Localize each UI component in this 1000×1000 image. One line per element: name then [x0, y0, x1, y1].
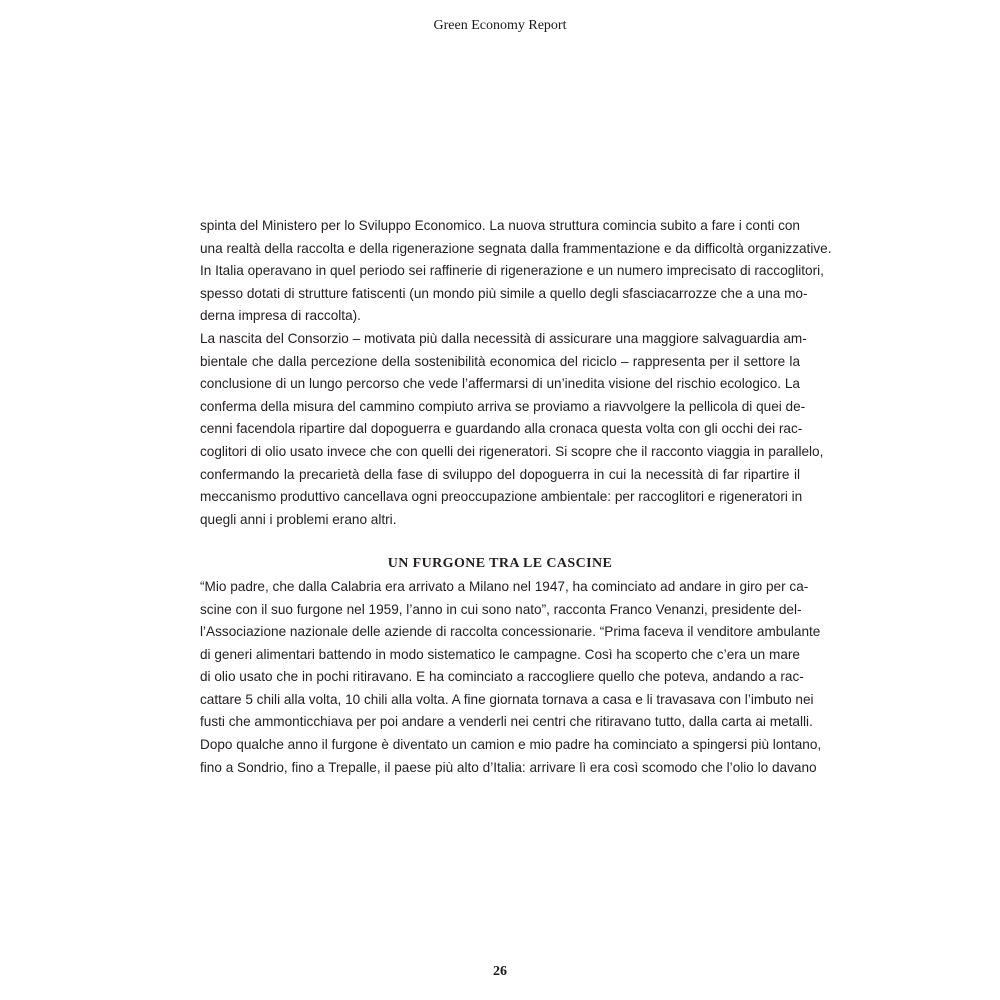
text-line: spinta del Ministero per lo Sviluppo Economico. La nuova struttura comincia subito a fare i conti con: [200, 218, 800, 233]
paragraph-3: [200, 576, 822, 779]
page-number: 26: [493, 964, 507, 979]
text-line: fusti che ammonticchiava per poi andare a venderli nei centri che ritiravano tutto, dalla carta ai metalli.: [200, 714, 813, 730]
text-line: conferma della misura del cammino compiuto arriva se proviamo a riavvolgere la pellicola di quei de-: [200, 398, 806, 414]
text-line: di olio usato che in pochi ritiravano. E ha cominciato a raccogliere quello che poteva, andando a rac-: [200, 669, 804, 685]
article-body: [200, 215, 832, 779]
running-header: Green Economy Report: [433, 18, 567, 33]
text-line: cenni facendola ripartire dal dopoguerra e guardando alla cronaca questa volta con gli occhi dei rac-: [200, 421, 803, 437]
text-line: l’Associazione nazionale delle aziende di raccolta concessionarie. “Prima faceva il venditore ambulante: [200, 624, 821, 640]
text-line: Dopo qualche anno il furgone è diventato un camion e mio padre ha cominciato a spingersi più lontano,: [200, 737, 822, 753]
text-line: confermando la precarietà della fase di sviluppo del dopoguerra in cui la necessità di far ripartire il: [200, 466, 800, 482]
section-spacer: [200, 531, 800, 553]
section-heading: UN FURGONE TRA LE CASCINE: [387, 556, 613, 572]
text-line: In Italia operavano in quel periodo sei raffinerie di rigenerazione e un numero imprecisato di raccoglitori,: [200, 263, 824, 279]
text-line: cattare 5 chili alla volta, 10 chili alla volta. A fine giornata tornava a casa e li travasava con l’imbuto nei: [200, 691, 814, 707]
paragraph-2: [200, 328, 824, 531]
text-line: fino a Sondrio, fino a Trepalle, il paese più alto d’Italia: arrivare lì era così scomodo che l’olio lo davano: [200, 759, 817, 775]
text-line: scine con il suo furgone nel 1959, l’anno in cui sono nato”, racconta Franco Venanzi, presidente del-: [200, 601, 802, 617]
text-line: La nascita del Consorzio – motivata più dalla necessità di assicurare una maggiore salvaguardia am-: [200, 330, 807, 346]
text-line: spesso dotati di strutture fatiscenti (un mondo più simile a quello degli sfasciacarrozze che a una mo-: [200, 285, 808, 301]
text-line: coglitori di olio usato invece che con quelli dei rigeneratori. Si scopre che il racconto viaggia in parallelo,: [200, 443, 824, 459]
text-line: quegli anni i problemi erano altri.: [200, 511, 397, 527]
text-line: conclusione di un lungo percorso che vede l’affermarsi di un’inedita visione del rischio ecologico. La: [200, 376, 800, 392]
text-line: di generi alimentari battendo in modo sistematico le campagne. Così ha scoperto che c’era un mare: [200, 646, 800, 662]
paragraph-1: [200, 215, 832, 328]
text-line: derna impresa di raccolta).: [200, 308, 361, 324]
text-line: una realtà della raccolta e della rigenerazione segnata dalla frammentazione e da difficoltà organizzative.: [200, 240, 832, 256]
text-line: bientale che dalla percezione della sostenibilità economica del riciclo – rappresenta per il settore la: [200, 353, 800, 369]
text-line: “Mio padre, che dalla Calabria era arrivato a Milano nel 1947, ha cominciato ad andare in giro per ca-: [200, 578, 809, 594]
text-line: meccanismo produttivo cancellava ogni preoccupazione ambientale: per raccoglitori e rigeneratori in: [200, 489, 803, 505]
